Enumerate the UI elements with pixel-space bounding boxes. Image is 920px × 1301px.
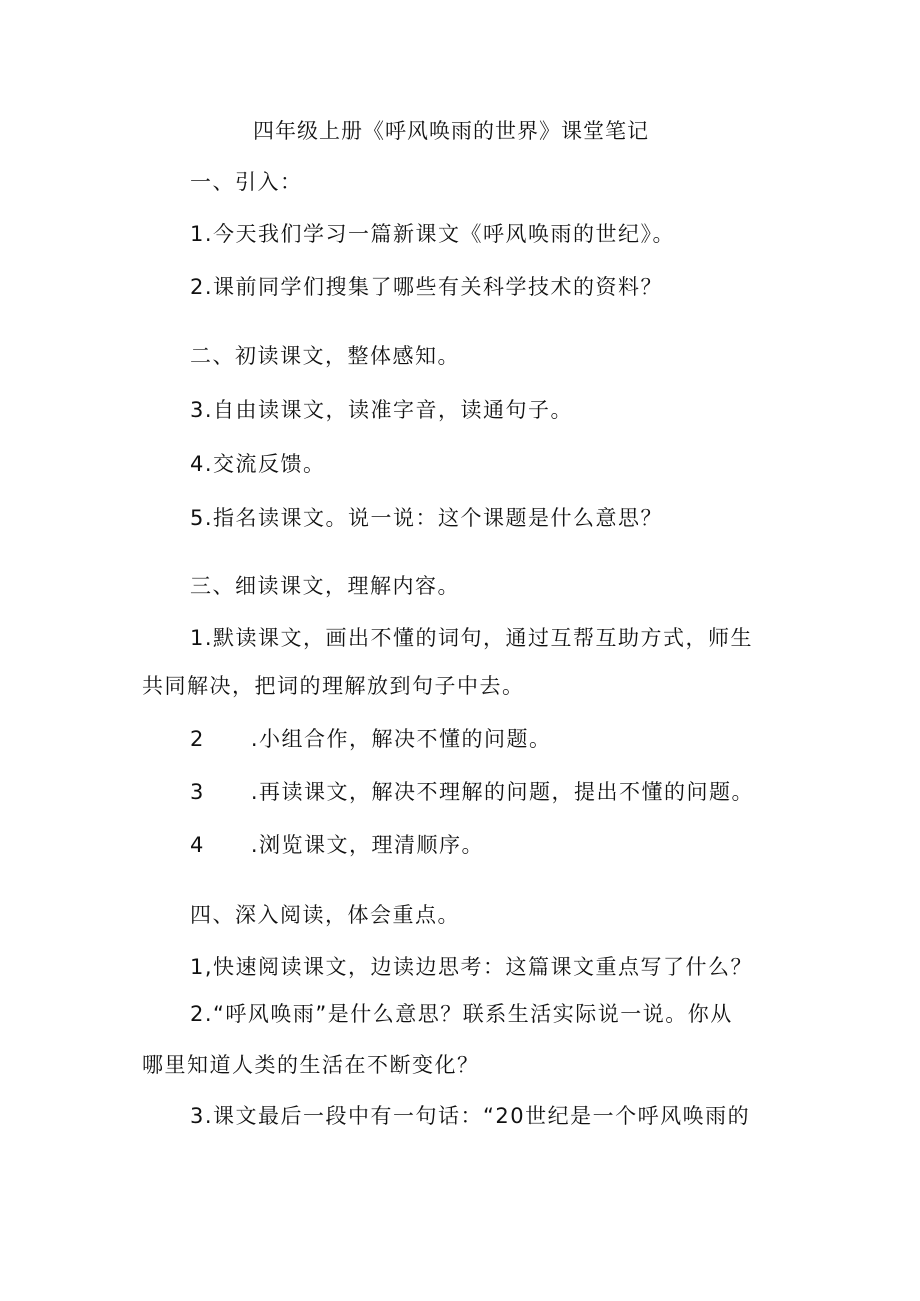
item-text: .课文最后一段中有一句话：“20世纪是一个呼风唤雨的 — [204, 1104, 751, 1128]
item-text: .课前同学们搜集了哪些有关科学技术的资料？ — [204, 275, 664, 299]
document-title: 四年级上册《呼风唤雨的世界》课堂笔记 — [253, 119, 649, 143]
item-number: 2 — [190, 275, 205, 299]
item-number: 1 — [190, 626, 205, 650]
section-4-heading: 四、深入阅读，体会重点。 — [190, 903, 460, 927]
item-continuation: 哪里知道人类的生活在不断变化？ — [142, 1053, 480, 1077]
list-item — [190, 725, 552, 753]
item-number: 4 — [190, 833, 205, 857]
list-item — [190, 831, 484, 859]
item-number: 3 — [190, 398, 205, 422]
item-text: .浏览课文，理清顺序。 — [250, 833, 485, 857]
item-text: .再读课文，解决不理解的问题，提出不懂的问题。 — [250, 780, 755, 804]
section-3-heading: 三、细读课文，理解内容。 — [190, 574, 460, 598]
item-text: .自由读课文，读准字音，读通句子。 — [204, 398, 574, 422]
item-text: ,快速阅读课文，边读边思考：这篇课文重点写了什么？ — [204, 955, 754, 979]
item-text: .交流反馈。 — [204, 452, 326, 476]
section-1-heading: 一、引入： — [190, 170, 303, 194]
item-number: 4 — [190, 452, 205, 476]
list-item — [190, 220, 675, 248]
item-number: 2 — [190, 727, 205, 751]
list-item — [190, 778, 754, 806]
item-number: 3 — [190, 1104, 205, 1128]
list-item — [190, 1000, 733, 1028]
item-number: 3 — [190, 780, 205, 804]
section-2-heading: 二、初读课文，整体感知。 — [190, 344, 460, 368]
list-item — [190, 450, 326, 478]
item-number: 5 — [190, 506, 205, 530]
list-item — [190, 273, 663, 301]
list-item — [190, 624, 753, 652]
item-text: .今天我们学习一篇新课文《呼风唤雨的世纪》。 — [204, 222, 676, 246]
list-item — [190, 504, 663, 532]
list-item — [190, 396, 573, 424]
list-item — [190, 1102, 750, 1130]
item-text: .默读课文，画出不懂的词句，通过互帮互助方式，师生 — [204, 626, 754, 650]
list-item — [190, 953, 753, 981]
item-number: 1 — [190, 955, 205, 979]
item-text: .小组合作，解决不懂的问题。 — [250, 727, 552, 751]
item-text: .指名读课文。说一说：这个课题是什么意思？ — [204, 506, 664, 530]
item-number: 2 — [190, 1002, 205, 1026]
item-text: .“呼风唤雨”是什么意思？联系生活实际说一说。你从 — [204, 1002, 733, 1026]
item-number: 1 — [190, 222, 205, 246]
item-continuation: 共同解决，把词的理解放到句子中去。 — [142, 674, 525, 698]
